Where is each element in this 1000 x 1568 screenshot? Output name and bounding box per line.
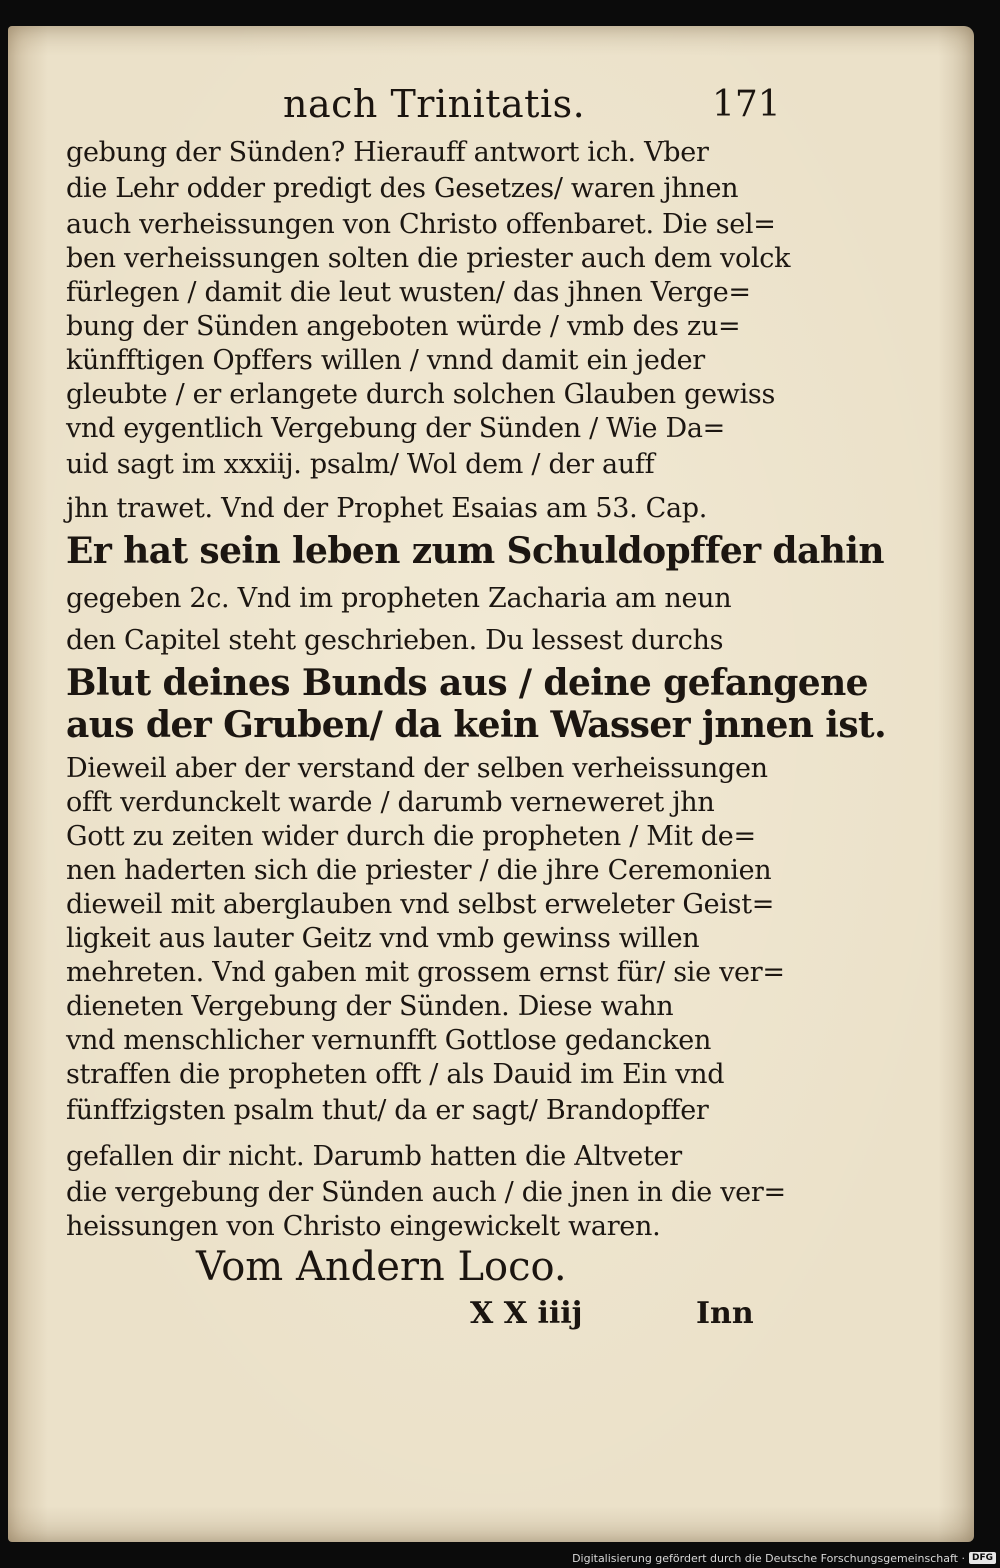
text-line: fürlegen / damit die leut wusten/ das jhnen Verge= bbox=[66, 277, 751, 308]
text-line: künfftigen Opffers willen / vnnd damit ein jeder bbox=[66, 345, 705, 376]
dfg-logo-icon: DFG bbox=[969, 1552, 996, 1564]
text-line: die vergebung der Sünden auch / die jnen in die ver= bbox=[66, 1177, 786, 1208]
text-line: nen haderten sich die priester / die jhre Ceremonien bbox=[66, 855, 772, 886]
footer-bar bbox=[572, 1548, 1000, 1568]
text-line-emphasis: Er hat sein leben zum Schuldopffer dahin bbox=[66, 530, 884, 572]
text-line: Dieweil aber der verstand der selben verheissungen bbox=[66, 753, 768, 784]
folio-number: 171 bbox=[712, 84, 781, 125]
text-line: jhn trawet. Vnd der Prophet Esaias am 53. Cap. bbox=[66, 493, 708, 524]
text-line: Gott zu zeiten wider durch die propheten / Mit de= bbox=[66, 821, 756, 852]
section-heading: Vom Andern Loco. bbox=[196, 1244, 567, 1290]
text-line: bung der Sünden angeboten würde / vmb des zu= bbox=[66, 311, 741, 342]
text-line: gebung der Sünden? Hierauff antwort ich. Vber bbox=[66, 137, 709, 168]
footer-credit: Digitalisierung gefördert durch die Deutsche Forschungsgemeinschaft · bbox=[572, 1551, 965, 1565]
text-line: gegeben 2c. Vnd im propheten Zacharia am neun bbox=[66, 583, 732, 614]
catchword: Inn bbox=[696, 1296, 754, 1331]
signature-mark: X X iiij bbox=[470, 1296, 583, 1331]
text-line: ligkeit aus lauter Geitz vnd vmb gewinss willen bbox=[66, 923, 700, 954]
text-line: auch verheissungen von Christo offenbaret. Die sel= bbox=[66, 209, 776, 240]
text-line: die Lehr odder predigt des Gesetzes/ waren jhnen bbox=[66, 173, 739, 204]
text-line: offt verdunckelt warde / darumb verneweret jhn bbox=[66, 787, 715, 818]
text-line-emphasis: Blut deines Bunds aus / deine gefangene bbox=[66, 662, 868, 704]
text-line-emphasis: aus der Gruben/ da kein Wasser jnnen ist. bbox=[66, 704, 887, 746]
text-line: ben verheissungen solten die priester auch dem volck bbox=[66, 243, 791, 274]
running-title: nach Trinitatis. bbox=[283, 82, 586, 126]
text-line: mehreten. Vnd gaben mit grossem ernst für/ sie ver= bbox=[66, 957, 785, 988]
text-line: vnd eygentlich Vergebung der Sünden / Wie Da= bbox=[66, 413, 725, 444]
text-line: vnd menschlicher vernunfft Gottlose gedancken bbox=[66, 1025, 712, 1056]
text-line: gefallen dir nicht. Darumb hatten die Altveter bbox=[66, 1141, 682, 1172]
text-line: uid sagt im xxxiij. psalm/ Wol dem / der auff bbox=[66, 449, 655, 480]
text-line: fünffzigsten psalm thut/ da er sagt/ Brandopffer bbox=[66, 1095, 709, 1126]
text-line: heissungen von Christo eingewickelt waren. bbox=[66, 1211, 661, 1242]
text-line: den Capitel steht geschrieben. Du lessest durchs bbox=[66, 625, 724, 656]
text-line: gleubte / er erlangete durch solchen Glauben gewiss bbox=[66, 379, 776, 410]
text-line: dieweil mit aberglauben vnd selbst erweleter Geist= bbox=[66, 889, 775, 920]
text-line: straffen die propheten offt / als Dauid im Ein vnd bbox=[66, 1059, 725, 1090]
text-line: dieneten Vergebung der Sünden. Diese wahn bbox=[66, 991, 674, 1022]
